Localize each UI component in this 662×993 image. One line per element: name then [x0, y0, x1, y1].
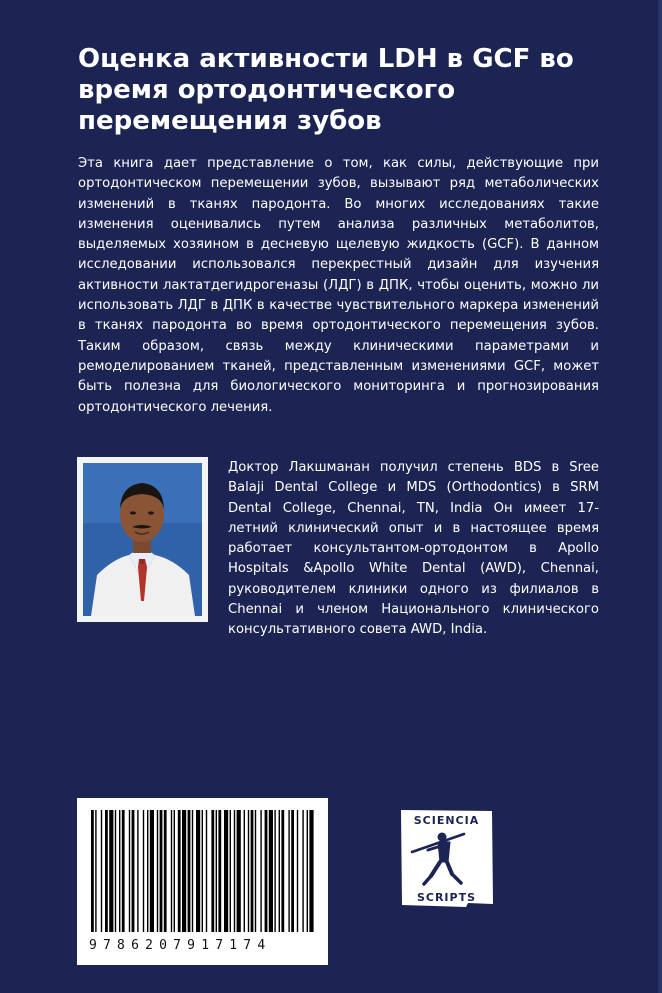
barcode-bar [281, 810, 284, 932]
cover-edge [658, 0, 662, 993]
barcode-bar [178, 810, 181, 932]
barcode-bar [115, 810, 116, 932]
barcode-bar [192, 810, 193, 932]
barcode-bar [230, 810, 231, 932]
barcode-bar [265, 810, 268, 932]
barcode-bar [137, 810, 138, 932]
barcode-bar [122, 810, 125, 932]
barcode-bar [150, 810, 154, 932]
barcode-bar [129, 810, 130, 932]
barcode-bar [119, 810, 120, 932]
publisher-name-top: SCIENCIA [413, 814, 480, 827]
barcode-bar [274, 810, 275, 932]
barcode-bar [224, 810, 228, 932]
barcode-bar [307, 810, 308, 932]
barcode-bar [91, 810, 94, 932]
book-description: Эта книга дает представление о том, как силы, действующие при ортодонтическом перемещении зубов, вызывают ряд метаболических изменений в тканях пародонта. Во многих исследованиях такие изменения оценивались путем анализа различных метаболитов, выделяемых хозяином в десневую щелевую жидкость (GCF). В данном исследовании использовался перекрестный дизайн для изучения активности лактатдегидрогеназы (ЛДГ) в ДПК, чтобы оценить, можно ли использовать ЛДГ в ДПК в качестве чувствительного маркера изменений в тканях пародонта во время ортодонтического перемещения зубов. Таким образом, связь между клиническими параметрами и ремоделированием тканей, представленным изменениями GCF, может быть полезна для биологического мониторинга и прогнозирования ортодонтического лечения. [78, 156, 599, 415]
barcode-bar [101, 810, 102, 932]
barcode-bar [206, 810, 207, 932]
barcode-bar [95, 810, 96, 932]
barcode-bar [291, 810, 294, 932]
barcode-bar [196, 810, 200, 932]
author-photo [77, 457, 208, 622]
barcode-bar [255, 810, 256, 932]
barcode-bar [237, 810, 241, 932]
barcode-bar [216, 810, 217, 932]
author-portrait-icon [83, 463, 202, 616]
barcode-bar [297, 810, 298, 932]
barcode-bar [147, 810, 148, 932]
barcode-bar [244, 810, 245, 932]
barcode-bar [202, 810, 203, 932]
barcode-icon [77, 798, 328, 938]
book-title: Оценка активности LDH в GCF во время ортодонтического перемещения зубов [78, 44, 574, 136]
barcode-bar [174, 810, 175, 932]
publisher-name-bottom: SCRIPTS [416, 891, 477, 904]
barcode-bar [309, 810, 313, 932]
barcode-bar [269, 810, 273, 932]
author-bio: Доктор Лакшманан получил степень BDS в Sree Balaji Dental College и MDS (Orthodontics) в SRM Dental College, Chennai, TN, India Он имеет 17-летний клинический опыт и в настоящее время работает консультантом-ортодонтом в Apollo Hospitals &Apollo White Dental (AWD), Chennai, руководителем клиники одного из филиалов в Chennai и членом Национального клинического консультативного совета AWD, India. [228, 460, 599, 638]
barcode-bar [164, 810, 167, 932]
barcode-bar [288, 810, 289, 932]
barcode-bar [171, 810, 172, 932]
isbn-barcode [77, 798, 328, 965]
isbn-digits: 9786207917174 [89, 938, 272, 953]
barcode-bar [234, 810, 235, 932]
barcode-bar [211, 810, 214, 932]
barcode-bar [160, 810, 163, 932]
barcode-bar [105, 810, 108, 932]
barcode-bar [260, 810, 261, 932]
barcode-bar [182, 810, 186, 932]
barcode-bar [302, 810, 303, 932]
barcode-bar [188, 810, 191, 932]
barcode-bar [157, 810, 158, 932]
publisher-logo [398, 808, 495, 908]
barcode-bar [248, 810, 249, 932]
barcode-bar [109, 810, 113, 932]
barcode-bar [251, 810, 254, 932]
barcode-bar [218, 810, 221, 932]
barcode-bar [143, 810, 144, 932]
barcode-bar [279, 810, 280, 932]
barcode-bar [132, 810, 135, 932]
